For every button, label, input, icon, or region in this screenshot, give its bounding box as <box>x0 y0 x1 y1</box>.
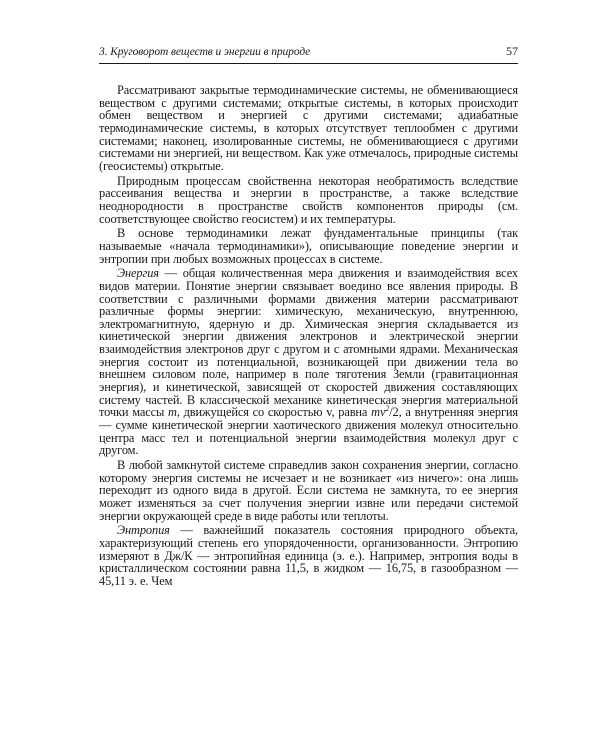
paragraph-energy-conservation: В любой замкнутой системе справедлив закон сохранения энергии, согласно которому энергия системы не исчезает и не возникает «из ничего»: она лишь переходит из одного вида в другой. Если система не замкнута, то ее энергия может изменяться за счет получения энергии извне или передачи системой энергии окружающей среде в виде работы или теплоты. <box>99 458 518 523</box>
body-text <box>99 84 518 588</box>
formula-divisor: /2 <box>389 405 399 420</box>
mass-symbol: m <box>168 405 177 420</box>
running-header <box>99 44 518 64</box>
paragraph-thermodynamics-laws: В основе термодинамики лежат фундаментальные принципы (так называемые «начала термодинамики»), описывающие поведение энергии и энтропии при любых возможных процессах в системе. <box>99 226 518 266</box>
paragraph-system-types: Рассматривают закрытые термодинамические системы, не обменивающиеся веществом с другими системами; открытые системы, в которых происходит обмен веществом и энергией с другими системами; адиабатные термодинамические системы, в которых отсутствует теплообмен с другими системами; наконец, изолированные системы, не обменивающиеся с другими системами ни энергией, ни веществом. Как уже отмечалось, природные системы (геосистемы) открытые. <box>99 83 518 173</box>
paragraph-irreversibility: Природным процессам свойственна некоторая необратимость вследствие рассеивания вещества и энергии в пространстве, а также вследствие неоднородности в пространстве свойств компонентов природы (см. соответствующее свойство геосистем) и их температуры. <box>99 173 518 226</box>
term-entropy: Энтропия <box>117 523 170 538</box>
formula-velocity: v <box>379 405 386 420</box>
energy-text-part-a: — общая количественная мера движения и взаимодействия всех видов материи. Понятие энергии связывает воедино все явления природы. В соответствии с различными формами движения материи рассматривают различные формы энергии: химическую, механическую, внутреннюю, электромагнитную, ядерную и др. Химическая энергия складывается из кинетической энергии движения электронов и электрической энергии взаимодействия электронов друг с другом и с атомными ядрами. Механическая энергия состоит из потенциальной, возникающей при движении тела во внешнем силовом поле, например в поле тяготения Земли (гравитационная энергия), и кинетической, зависящей от скоростей движения составляющих систему частей. В классической механике кинетическая энергия материальной точки массы <box>99 266 518 420</box>
page-number: 57 <box>506 44 518 58</box>
book-page <box>99 44 518 588</box>
formula-exponent: 2 <box>385 404 390 414</box>
term-energy: Энергия <box>117 266 159 281</box>
paragraph-energy-definition <box>99 267 518 457</box>
entropy-text: — важнейший показатель состояния природного объекта, характеризующий степень его упорядоченности, организованности. Энтропию измеряют в Дж/К — энтропийная единица (э. е.). Например, энтропия воды в кристаллическом состоянии равна 11,5, в жидком — 16,75, в газообразном — 45,11 э. е. Чем <box>99 523 518 588</box>
energy-text-part-b: , движущейся со скоростью v, равна <box>176 405 372 420</box>
energy-text-part-c: , а внутренняя энергия — сумме кинетической энергии хаотического движения молекул относительно центра масс тел и потенциальной энергии взаимодействия молекул друг с другом. <box>99 405 519 458</box>
paragraph-entropy-definition <box>99 524 518 587</box>
formula-mass: m <box>371 405 380 420</box>
chapter-title: 3. Круговорот веществ и энергии в природе <box>99 46 311 58</box>
